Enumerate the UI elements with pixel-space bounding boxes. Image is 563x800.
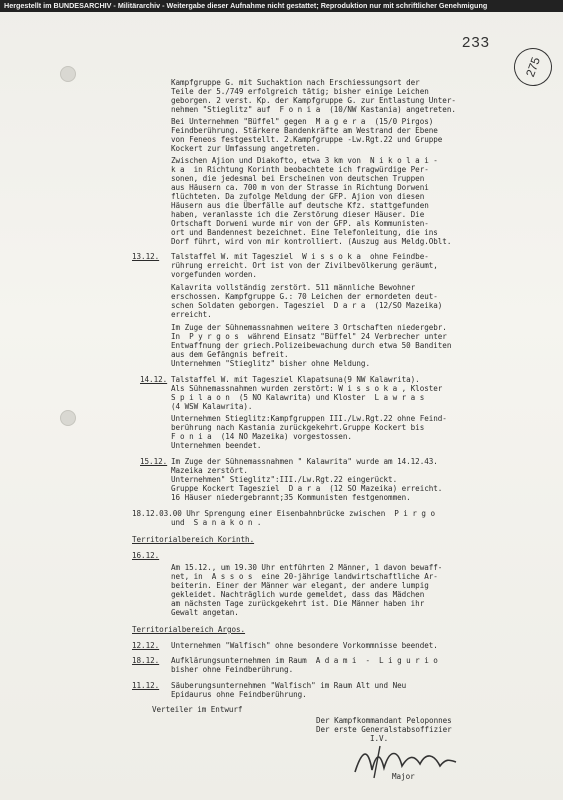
text-line: Dorf führt, wird von mir kontrolliert. (Auszug aus Meldg.Oblt. bbox=[171, 237, 452, 246]
text-line: In P y r g o s während Einsatz "Büffel" 24 Verbrecher unter bbox=[171, 332, 447, 341]
archive-notice: Hergestellt im BUNDESARCHIV - Militärarchiv - Weitergabe dieser Aufnahme nicht gestattet; Reproduktion nur mit schriftlicher Genehmigung bbox=[0, 0, 563, 12]
text-line: Gewalt angetan. bbox=[171, 608, 239, 617]
text-line: am nächsten Tage zurückgekehrt ist. Die Männer haben ihr bbox=[171, 599, 425, 608]
text-line: erschossen. Kampfgruppe G.: 70 Leichen der ermordeten deut- bbox=[171, 292, 438, 301]
entry-date: 11.12. bbox=[132, 681, 160, 690]
section-heading: Territorialbereich Argos. bbox=[132, 625, 246, 634]
text-line: 16 Häuser niedergebrannt;35 Kommunisten festgenommen. bbox=[171, 493, 411, 502]
text-line: Unternehmen" Stieglitz":III./Lw.Rgt.22 eingerückt. bbox=[171, 475, 398, 484]
text-line: Häusern aus die Überfälle auf deutsche Kfz. stattgefunden bbox=[171, 201, 429, 210]
text-line: Ortschaft Dorweni wurde mir von der GFP. als Kommunisten- bbox=[171, 219, 429, 228]
entry-date: 13.12. bbox=[132, 252, 160, 261]
entry-date: 12.12. bbox=[132, 641, 160, 650]
entry-date: 16.12. bbox=[132, 551, 160, 560]
text-line: sonen, die jedesmal bei Erscheinen von deutschen Truppen bbox=[171, 174, 425, 183]
text-line: Mazeika zerstört. bbox=[171, 466, 248, 475]
text-line: flüchteten. Da zufolge Meldung der GFP. Ajion von diesen bbox=[171, 192, 425, 201]
text-line: Unternehmen "Stieglitz" bisher ohne Meldung. bbox=[171, 359, 370, 368]
text-line: Im Zuge der Sühnemassnahmen weitere 3 Ortschaften niedergebr. bbox=[171, 323, 447, 332]
text-line: Gruppe Kockert Tagesziel D a r a (12 SO Mazeika) erreicht. bbox=[171, 484, 443, 493]
text-line: ort und Bandennest bezeichnet. Eine Telefonleitung, die ins bbox=[171, 228, 438, 237]
text-line: beiterin. Einer der Männer war elegant, der andere lumpig bbox=[171, 581, 429, 590]
text-line: bisher ohne Feindberührung. bbox=[171, 665, 294, 674]
text-line: (4 WSW Kalawrita). bbox=[171, 402, 253, 411]
punch-hole bbox=[60, 410, 76, 426]
text-line: Talstaffel W. mit Tagesziel W i s s o k a ohne Feindbe- bbox=[171, 252, 429, 261]
text-line: geborgen. 2 verst. Kp. der Kampfgruppe G. zur Entlastung Unter- bbox=[171, 96, 456, 105]
text-line: Major bbox=[392, 772, 415, 781]
text-line: Entwaffnung der griech.Polizeibewachung durch etwa 50 Banditen bbox=[171, 341, 452, 350]
text-line: F o n i a (14 NO Mazeika) vorgestossen. bbox=[171, 432, 352, 441]
text-line: von Feneos festgestellt. 2.Kampfgruppe -Lw.Rgt.22 und Gruppe bbox=[171, 135, 443, 144]
text-line: Am 15.12., um 19.30 Uhr entführten 2 Männer, 1 davon bewaff- bbox=[171, 563, 443, 572]
text-line: Teile der 5./749 erfolgreich tätig; bisher einige Leichen bbox=[171, 87, 429, 96]
text-line: S p i l a o n (5 NO Kalawrita) und Kloster L a w r a s bbox=[171, 393, 425, 402]
text-line: 18.12.03.00 Uhr Sprengung einer Eisenbahnbrücke zwischen P i r g o bbox=[132, 509, 435, 518]
text-line: Unternehmen "Walfisch" ohne besondere Vorkommnisse beendet. bbox=[171, 641, 438, 650]
entry-date: 18.12. bbox=[132, 656, 160, 665]
text-line: Talstaffel W. mit Tagesziel Klapatsuna(9 NW Kalawrita). bbox=[171, 375, 420, 384]
text-line: Kockert zur Umfassung angetreten. bbox=[171, 144, 321, 153]
entry-date: 14.12. bbox=[140, 375, 168, 384]
page-number: 233 bbox=[462, 34, 491, 51]
text-line: Als Sühnemassnahmen wurden zerstört: W i s s o k a , Kloster bbox=[171, 384, 443, 393]
handwritten-signature bbox=[350, 742, 460, 782]
section-heading: Territorialbereich Korinth. bbox=[132, 535, 255, 544]
text-line: vorgefunden worden. bbox=[171, 270, 257, 279]
text-line: schen Soldaten geborgen. Tagesziel D a r a (12/SO Mazeika) bbox=[171, 301, 443, 310]
text-line: rührung erreicht. Ort ist von der Zivilbevölkerung geräumt, bbox=[171, 261, 438, 270]
text-line: Unternehmen beendet. bbox=[171, 441, 262, 450]
text-line: Bei Unternehmen "Büffel" gegen M a g e r a (15/0 Pirgos) bbox=[171, 117, 434, 126]
text-line: Unternehmen Stieglitz:Kampfgruppen III./Lw.Rgt.22 ohne Feind- bbox=[171, 414, 447, 423]
entry-date: 15.12. bbox=[140, 457, 168, 466]
text-line: Feindberührung. Stärkere Bandenkräfte am Westrand der Ebene bbox=[171, 126, 438, 135]
text-line: Aufklärungsunternehmen im Raum A d a m i - L i g u r i o bbox=[171, 656, 438, 665]
text-line: Kampfgruppe G. mit Suchaktion nach Erschiessungsort der bbox=[171, 78, 420, 87]
text-line: Epidaurus ohne Feindberührung. bbox=[171, 690, 307, 699]
text-line: Im Zuge der Sühnemassnahmen " Kalawrita" wurde am 14.12.43. bbox=[171, 457, 438, 466]
text-line: erreicht. bbox=[171, 310, 212, 319]
text-line: haben, veranlasste ich die Zerstörung dieser Häuser. Die bbox=[171, 210, 425, 219]
punch-hole bbox=[60, 66, 76, 82]
text-line: Der Kampfkommandant Peloponnes bbox=[316, 716, 452, 725]
text-line: Zwischen Ajion und Diakofto, etwa 3 km von N i k o l a i - bbox=[171, 156, 438, 165]
text-line: und S a n a k o n . bbox=[171, 518, 262, 527]
text-line: gekleidet. Nachträglich wurde gemeldet, dass das Mädchen bbox=[171, 590, 425, 599]
text-line: Verteiler im Entwurf bbox=[152, 705, 243, 714]
text-line: nehmen "Stieglitz" auf F o n i a (10/NW Kastania) angetreten. bbox=[171, 105, 456, 114]
text-line: net, in A s s o s eine 20-jährige landwirtschaftliche Ar- bbox=[171, 572, 438, 581]
text-line: aus dem Gefängnis befreit. bbox=[171, 350, 289, 359]
text-line: Säuberungsunternehmen "Walfisch" im Raum Alt und Neu bbox=[171, 681, 407, 690]
text-line: Der erste Generalstabsoffizier bbox=[316, 725, 452, 734]
text-line: k a in Richtung Korinth beobachtete ich fragwürdige Per- bbox=[171, 165, 429, 174]
folio-stamp: 275 bbox=[509, 43, 558, 92]
text-line: I.V. bbox=[370, 734, 389, 743]
text-line: berührung nach Kastania zurückgekehrt.Gruppe Kockert bis bbox=[171, 423, 425, 432]
text-line: Kalavrita vollständig zerstört. 511 männliche Bewohner bbox=[171, 283, 416, 292]
text-line: aus Häusern ca. 700 m von der Strasse in Richtung Dorweni bbox=[171, 183, 429, 192]
